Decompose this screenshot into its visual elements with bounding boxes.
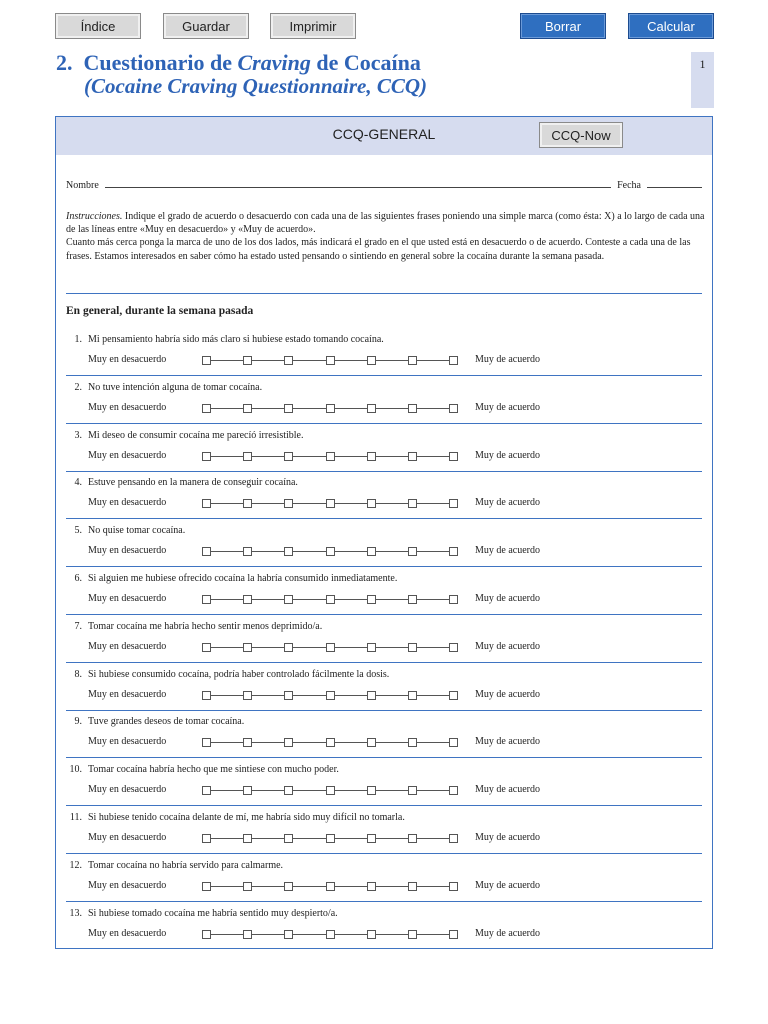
row-divider xyxy=(66,566,702,567)
question-number: 3. xyxy=(74,429,82,441)
row-divider xyxy=(66,662,702,663)
question-number: 13. xyxy=(69,907,82,919)
scale-checkbox[interactable] xyxy=(202,404,211,413)
scale-low-label: Muy en desacuerdo xyxy=(88,832,167,843)
question-number: 12. xyxy=(69,859,82,871)
question-number: 7. xyxy=(74,620,82,632)
scale-checkbox[interactable] xyxy=(284,452,293,461)
section-number: 2. xyxy=(56,50,73,75)
instructions-label: Instrucciones. xyxy=(66,211,123,222)
page-number: 1 xyxy=(699,57,706,71)
rating-scale xyxy=(202,452,458,462)
title-part-b: de Cocaína xyxy=(310,50,421,75)
scale-checkbox[interactable] xyxy=(326,499,335,508)
question-text: Tomar cocaína habría hecho que me sintiese con mucho poder. xyxy=(88,764,339,776)
scale-checkbox[interactable] xyxy=(408,834,417,843)
rating-scale xyxy=(202,834,458,844)
rating-scale xyxy=(202,786,458,796)
scale-checkbox[interactable] xyxy=(408,738,417,747)
scale-high-label: Muy de acuerdo xyxy=(475,879,540,891)
indice-button[interactable]: Índice xyxy=(55,13,141,39)
ccq-now-button[interactable]: CCQ-Now xyxy=(539,122,623,148)
scale-high-label: Muy de acuerdo xyxy=(475,593,540,604)
scale-checkbox[interactable] xyxy=(202,595,211,604)
scale-checkbox[interactable] xyxy=(367,738,376,747)
scale-checkbox[interactable] xyxy=(408,643,417,652)
scale-checkbox[interactable] xyxy=(326,595,335,604)
instructions-text-1: Indique el grado de acuerdo o desacuerdo con cada una de las siguientes frases poniendo una simple marca (como ésta: X) a lo largo de cada una de las líneas entre «Muy en desacuerdo» y «Muy de acuerdo». xyxy=(66,211,705,236)
scale-checkbox[interactable] xyxy=(449,452,458,461)
scale-low-label: Muy en desacuerdo xyxy=(88,545,167,557)
scale-low-label: Muy en desacuerdo xyxy=(88,354,167,365)
row-divider xyxy=(66,901,702,902)
scale-checkbox[interactable] xyxy=(243,882,252,891)
scale-checkbox[interactable] xyxy=(449,595,458,604)
question-number: 6. xyxy=(74,573,82,584)
section-heading: En general, durante la semana pasada xyxy=(66,305,254,317)
question-number: 10. xyxy=(69,764,82,776)
rating-scale xyxy=(202,691,458,701)
scale-checkbox[interactable] xyxy=(449,691,458,700)
rating-scale xyxy=(202,404,458,414)
question-number: 11. xyxy=(69,812,82,823)
scale-checkbox[interactable] xyxy=(243,786,252,795)
scale-low-label: Muy en desacuerdo xyxy=(88,784,167,796)
scale-checkbox[interactable] xyxy=(284,834,293,843)
question-text: Tuve grandes deseos de tomar cocaína. xyxy=(88,716,245,728)
question-text: Tomar cocaína me habría hecho sentir menos deprimido/a. xyxy=(88,620,323,632)
scale-checkbox[interactable] xyxy=(408,404,417,413)
scale-checkbox[interactable] xyxy=(449,547,458,556)
title-part-a: Cuestionario de xyxy=(83,50,238,75)
scale-high-label: Muy de acuerdo xyxy=(475,497,540,509)
rating-scale xyxy=(202,499,458,509)
name-date-row xyxy=(66,178,702,191)
scale-checkbox[interactable] xyxy=(408,786,417,795)
scale-checkbox[interactable] xyxy=(449,738,458,747)
scale-checkbox[interactable] xyxy=(326,738,335,747)
scale-checkbox[interactable] xyxy=(202,786,211,795)
scale-checkbox[interactable] xyxy=(284,691,293,700)
scale-checkbox[interactable] xyxy=(367,882,376,891)
nombre-field[interactable] xyxy=(105,178,611,188)
scale-checkbox[interactable] xyxy=(326,643,335,652)
rating-scale xyxy=(202,930,458,940)
question-row xyxy=(66,908,702,956)
question-number: 1. xyxy=(74,334,82,345)
scale-checkbox[interactable] xyxy=(243,738,252,747)
scale-checkbox[interactable] xyxy=(367,930,376,939)
instructions xyxy=(66,210,706,263)
row-divider xyxy=(66,614,702,615)
scale-checkbox[interactable] xyxy=(243,404,252,413)
scale-low-label: Muy en desacuerdo xyxy=(88,879,167,891)
scale-checkbox[interactable] xyxy=(408,595,417,604)
scale-checkbox[interactable] xyxy=(243,595,252,604)
scale-high-label: Muy de acuerdo xyxy=(475,927,540,939)
question-text: Si hubiese tenido cocaína delante de mí, me habría sido muy difícil no tomarla. xyxy=(88,812,405,823)
scale-high-label: Muy de acuerdo xyxy=(475,736,540,748)
instructions-text-2: Cuanto más cerca ponga la marca de uno de los dos lados, más indicará el grado en el que usted está en desacuerdo o de acuerdo. Conteste a cada una de las frases. Estamos interesados en saber cómo ha estado usted pensando o sintiendo en general sobre la cocaína durante la semana pasada. xyxy=(66,237,691,262)
scale-checkbox[interactable] xyxy=(202,930,211,939)
borrar-button[interactable]: Borrar xyxy=(520,13,606,39)
scale-checkbox[interactable] xyxy=(367,452,376,461)
fecha-label: Fecha xyxy=(617,180,641,191)
scale-checkbox[interactable] xyxy=(243,499,252,508)
scale-checkbox[interactable] xyxy=(449,499,458,508)
scale-checkbox[interactable] xyxy=(408,691,417,700)
question-text: Si hubiese tomado cocaína me habría sentido muy despierto/a. xyxy=(88,907,338,919)
question-number: 8. xyxy=(74,668,82,680)
scale-checkbox[interactable] xyxy=(367,595,376,604)
question-text: Si hubiese consumido cocaína, podría haber controlado fácilmente la dosis. xyxy=(88,668,390,680)
question-text: Si alguien me hubiese ofrecido cocaína la habría consumido inmediatamente. xyxy=(88,573,398,584)
scale-high-label: Muy de acuerdo xyxy=(475,449,540,461)
scale-checkbox[interactable] xyxy=(408,930,417,939)
scale-checkbox[interactable] xyxy=(284,499,293,508)
row-divider xyxy=(66,423,702,424)
row-divider xyxy=(66,471,702,472)
scale-checkbox[interactable] xyxy=(202,499,211,508)
scale-checkbox[interactable] xyxy=(408,499,417,508)
calcular-button[interactable]: Calcular xyxy=(628,13,714,39)
scale-checkbox[interactable] xyxy=(284,930,293,939)
scale-checkbox[interactable] xyxy=(284,356,293,365)
scale-high-label: Muy de acuerdo xyxy=(475,401,540,413)
scale-checkbox[interactable] xyxy=(367,404,376,413)
scale-checkbox[interactable] xyxy=(243,691,252,700)
scale-checkbox[interactable] xyxy=(284,786,293,795)
question-text: No tuve intención alguna de tomar cocaína. xyxy=(88,381,263,393)
scale-checkbox[interactable] xyxy=(202,452,211,461)
guardar-button[interactable]: Guardar xyxy=(163,13,249,39)
scale-checkbox[interactable] xyxy=(326,834,335,843)
scale-checkbox[interactable] xyxy=(326,452,335,461)
row-divider xyxy=(66,710,702,711)
scale-checkbox[interactable] xyxy=(326,356,335,365)
row-divider xyxy=(66,757,702,758)
scale-checkbox[interactable] xyxy=(408,452,417,461)
scale-checkbox[interactable] xyxy=(284,643,293,652)
scale-checkbox[interactable] xyxy=(202,356,211,365)
question-number: 9. xyxy=(74,716,82,728)
scale-checkbox[interactable] xyxy=(202,643,211,652)
scale-checkbox[interactable] xyxy=(326,691,335,700)
question-text: Estuve pensando en la manera de conseguir cocaína. xyxy=(88,477,298,489)
rating-scale xyxy=(202,595,458,605)
scale-checkbox[interactable] xyxy=(367,547,376,556)
scale-checkbox[interactable] xyxy=(243,452,252,461)
question-number: 4. xyxy=(74,477,82,489)
question-number: 2. xyxy=(74,381,82,393)
scale-checkbox[interactable] xyxy=(326,786,335,795)
scale-checkbox[interactable] xyxy=(408,356,417,365)
divider xyxy=(66,293,702,294)
scale-high-label: Muy de acuerdo xyxy=(475,545,540,557)
scale-checkbox[interactable] xyxy=(243,930,252,939)
form-title: CCQ-GENERAL xyxy=(332,126,436,142)
scale-checkbox[interactable] xyxy=(243,356,252,365)
row-divider xyxy=(66,375,702,376)
scale-high-label: Muy de acuerdo xyxy=(475,354,540,365)
row-divider xyxy=(66,805,702,806)
page-title xyxy=(56,50,421,76)
scale-checkbox[interactable] xyxy=(243,547,252,556)
row-divider xyxy=(66,853,702,854)
scale-checkbox[interactable] xyxy=(284,882,293,891)
scale-checkbox[interactable] xyxy=(449,882,458,891)
scale-high-label: Muy de acuerdo xyxy=(475,784,540,796)
scale-checkbox[interactable] xyxy=(326,930,335,939)
rating-scale xyxy=(202,643,458,653)
rating-scale xyxy=(202,547,458,557)
scale-checkbox[interactable] xyxy=(449,930,458,939)
question-text: Mi pensamiento habría sido más claro si hubiese estado tomando cocaína. xyxy=(88,334,384,345)
scale-low-label: Muy en desacuerdo xyxy=(88,593,167,604)
rating-scale xyxy=(202,356,458,366)
question-text: No quise tomar cocaína. xyxy=(88,525,186,537)
scale-checkbox[interactable] xyxy=(449,404,458,413)
scale-low-label: Muy en desacuerdo xyxy=(88,736,167,748)
scale-checkbox[interactable] xyxy=(449,834,458,843)
question-number: 5. xyxy=(74,525,82,537)
scale-checkbox[interactable] xyxy=(284,595,293,604)
scale-checkbox[interactable] xyxy=(367,691,376,700)
scale-checkbox[interactable] xyxy=(326,882,335,891)
title-italic: Craving xyxy=(237,50,311,75)
scale-checkbox[interactable] xyxy=(202,547,211,556)
question-text: Tomar cocaína no habría servido para calmarme. xyxy=(88,859,284,871)
scale-high-label: Muy de acuerdo xyxy=(475,688,540,700)
scale-checkbox[interactable] xyxy=(284,738,293,747)
scale-checkbox[interactable] xyxy=(367,499,376,508)
scale-low-label: Muy en desacuerdo xyxy=(88,497,167,509)
page-subtitle: (Cocaine Craving Questionnaire, CCQ) xyxy=(84,74,428,98)
imprimir-button[interactable]: Imprimir xyxy=(270,13,356,39)
scale-checkbox[interactable] xyxy=(243,643,252,652)
scale-checkbox[interactable] xyxy=(449,356,458,365)
scale-low-label: Muy en desacuerdo xyxy=(88,449,167,461)
scale-low-label: Muy en desacuerdo xyxy=(88,401,167,413)
scale-checkbox[interactable] xyxy=(284,404,293,413)
scale-checkbox[interactable] xyxy=(202,834,211,843)
scale-checkbox[interactable] xyxy=(367,356,376,365)
scale-low-label: Muy en desacuerdo xyxy=(88,640,167,652)
scale-checkbox[interactable] xyxy=(202,691,211,700)
rating-scale xyxy=(202,882,458,892)
scale-checkbox[interactable] xyxy=(449,786,458,795)
scale-checkbox[interactable] xyxy=(284,547,293,556)
scale-checkbox[interactable] xyxy=(202,882,211,891)
scale-checkbox[interactable] xyxy=(326,547,335,556)
rating-scale xyxy=(202,738,458,748)
scale-checkbox[interactable] xyxy=(202,738,211,747)
scale-checkbox[interactable] xyxy=(367,643,376,652)
scale-checkbox[interactable] xyxy=(408,882,417,891)
scale-checkbox[interactable] xyxy=(367,786,376,795)
scale-high-label: Muy de acuerdo xyxy=(475,832,540,843)
scale-low-label: Muy en desacuerdo xyxy=(88,688,167,700)
scale-checkbox[interactable] xyxy=(367,834,376,843)
scale-checkbox[interactable] xyxy=(326,404,335,413)
fecha-field[interactable] xyxy=(647,178,702,188)
scale-checkbox[interactable] xyxy=(449,643,458,652)
question-text: Mi deseo de consumir cocaína me parecíó irresistible. xyxy=(88,429,304,441)
scale-low-label: Muy en desacuerdo xyxy=(88,927,167,939)
nombre-label: Nombre xyxy=(66,180,99,191)
row-divider xyxy=(66,518,702,519)
scale-checkbox[interactable] xyxy=(408,547,417,556)
scale-checkbox[interactable] xyxy=(243,834,252,843)
scale-high-label: Muy de acuerdo xyxy=(475,640,540,652)
